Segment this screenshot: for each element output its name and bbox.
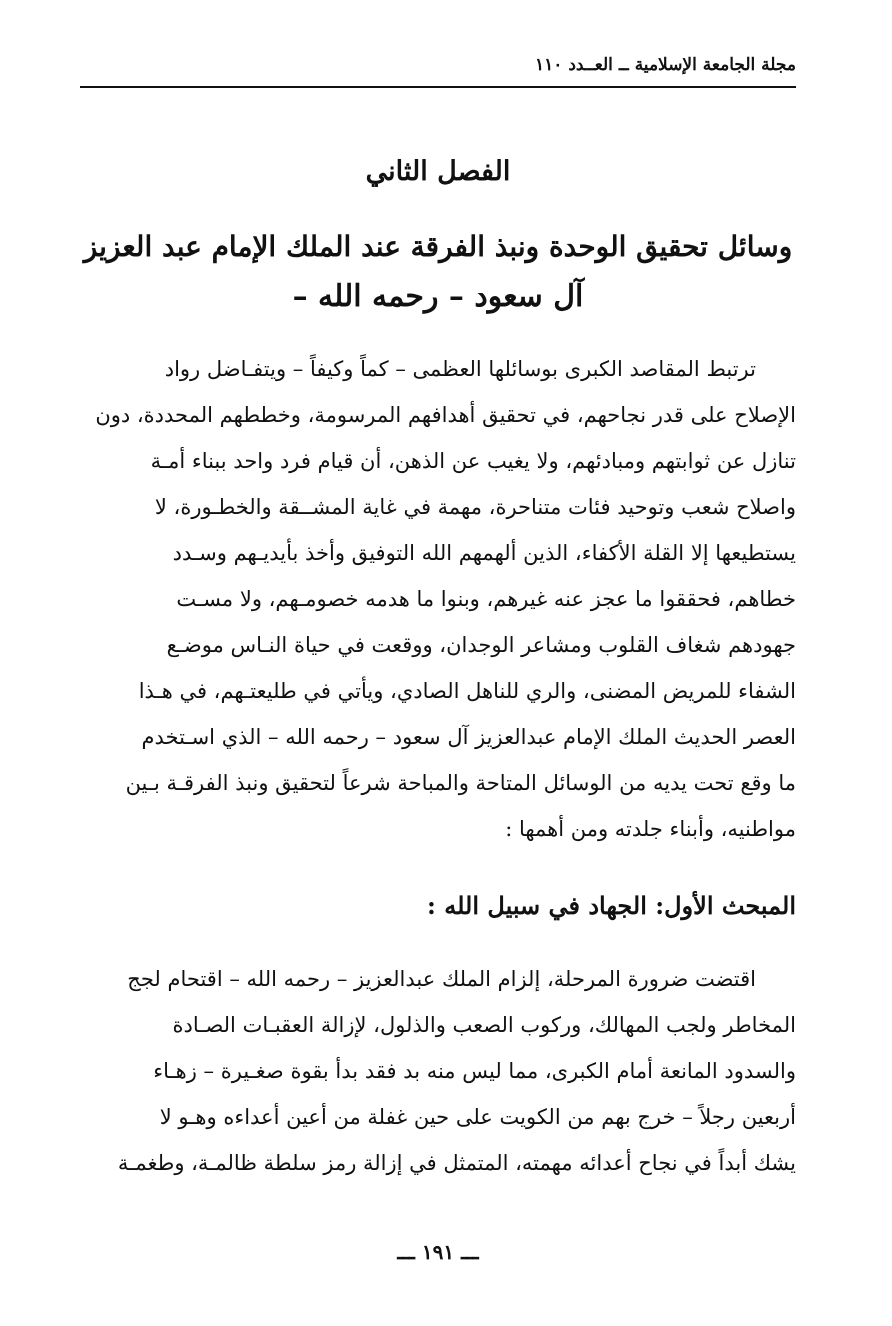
paragraph-line: العصر الحديث الملك الإمام عبدالعزيز آل سعود – رحمه الله – الذي اسـتخدم: [141, 725, 796, 749]
paragraph-line: تنازل عن ثوابتهم ومبادئهم، ولا يغيب عن الذهن، أن قيام فرد واحد ببناء أمـة: [150, 449, 796, 473]
paragraph-line: اقتضت ضرورة المرحلة، إلزام الملك عبدالعزيز – رحمه الله – اقتحام لجج: [127, 967, 756, 991]
running-header: مجلة الجامعة الإسلامية ــ العــدد ١١٠: [535, 55, 796, 75]
paragraph-line: الإصلاح على قدر نجاحهم، في تحقيق أهدافهم المرسومة، وخططهم المحددة، دون: [95, 403, 796, 427]
paragraph-line: مواطنيه، وأبناء جلدته ومن أهمها :: [505, 817, 796, 841]
body-paragraph-1: [74, 346, 796, 852]
page-number: ـــ ١٩١ ـــ: [397, 1240, 479, 1264]
paragraph-line: جهودهم شغاف القلوب ومشاعر الوجدان، ووقعت في حياة النـاس موضـع: [166, 633, 796, 657]
chapter-label: الفصل الثاني: [365, 156, 511, 187]
paragraph-line: ترتبط المقاصد الكبرى بوسائلها العظمى – كماً وكيفاً – ويتفـاضل رواد: [164, 357, 756, 381]
paragraph-line: واصلاح شعب وتوحيد فئات متناحرة، مهمة في غاية المشــقة والخطـورة، لا: [154, 495, 796, 519]
paragraph-line: المخاطر ولجب المهالك، وركوب الصعب والذلول، لإزالة العقبـات الصـادة: [172, 1013, 796, 1037]
paragraph-line: والسدود المانعة أمام الكبرى، مما ليس منه بد فقد بدأ بقوة صغـيرة – زهـاء: [153, 1059, 796, 1083]
body-paragraph-2: [74, 956, 796, 1186]
paragraph-line: خطاهم، فحققوا ما عجز عنه غيرهم، وبنوا ما هدمه خصومـهم، ولا مسـت: [176, 587, 796, 611]
paragraph-line: يشك أبداً في نجاح أعدائه مهمته، المتمثل في إزالة رمز سلطة ظالمـة، وطغمـة: [117, 1151, 796, 1175]
paragraph-line: ما وقع تحت يديه من الوسائل المتاحة والمباحة شرعاً لتحقيق ونبذ الفرقـة بـين: [125, 771, 796, 795]
paragraph-line: الشفاء للمريض المضنى، والري للناهل الصادي، ويأتي في طليعتـهم، في هـذا: [138, 679, 796, 703]
paragraph-line: يستطيعها إلا القلة الأكفاء، الذين ألهمهم الله التوفيق وأخذ بأيديـهم وسـدد: [172, 541, 796, 565]
paragraph-line: أربعين رجلاً – خرج بهم من الكويت على حين غفلة من أعين أعداءه وهـو لا: [159, 1105, 796, 1129]
header-divider: [80, 86, 796, 88]
chapter-title-line: آل سعود – رحمه الله –: [292, 279, 584, 314]
chapter-title-line: وسائل تحقيق الوحدة ونبذ الفرقة عند الملك الإمام عبد العزيز: [83, 230, 793, 263]
section-heading: المبحث الأول: الجهاد في سبيل الله :: [427, 891, 796, 920]
chapter-title: [80, 222, 796, 322]
